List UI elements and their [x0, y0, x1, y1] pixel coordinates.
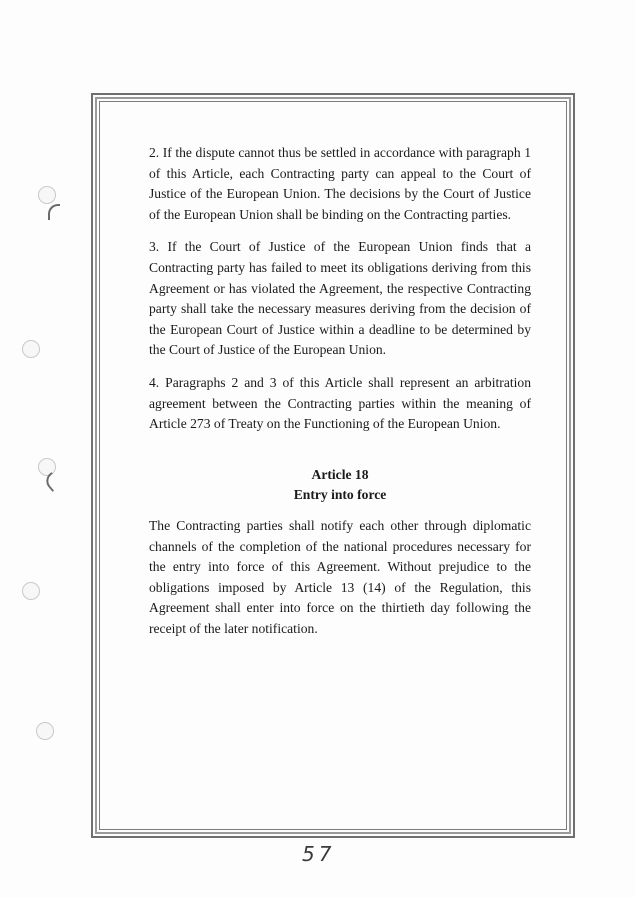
article17-paragraph-4: 4. Paragraphs 2 and 3 of this Article shall represent an arbitration agreement between the Contracting parties within the meaning of Article 273 of Treaty on the Functioning of the European Union. — [149, 374, 531, 432]
article17-paragraph-3: 3. If the Court of Justice of the European Union finds that a Contracting party has failed to meet its obligations deriving from this Agreement or has violated the Agreement, the respective Contracting party shall take the necessary measures deriving from the decision of the European Court of Justice within a deadline to be determined by the Court of Justice of the European Union. — [149, 239, 531, 358]
handwritten-page-number: 57 — [302, 842, 336, 866]
article18-paragraph: The Contracting parties shall notify each other through diplomatic channels of the completion of the national procedures necessary for the entry into force of this Agreement. Without prejudice to the obligations imposed by Article 13 (14) of the Regulation, this Agreement shall enter into force on the thirtieth day following the receipt of the later notification. — [149, 517, 531, 636]
article18-heading — [149, 465, 531, 506]
article18-number: Article 18 — [311, 466, 369, 482]
document-content — [149, 143, 531, 651]
punch-hole-1 — [38, 186, 56, 204]
article17-paragraph-2: 2. If the dispute cannot thus be settled in accordance with paragraph 1 of this Article, each Contracting party can appeal to the Court of Justice of the European Union. The decisions by the Court of Justice of the European Union shall be binding on the Contracting parties. — [149, 145, 531, 222]
article18-title: Entry into force — [293, 487, 387, 503]
punch-hole-tear-1 — [48, 204, 60, 220]
punch-hole-4 — [22, 582, 40, 600]
punch-hole-5 — [36, 722, 54, 740]
punch-hole-2 — [22, 340, 40, 358]
